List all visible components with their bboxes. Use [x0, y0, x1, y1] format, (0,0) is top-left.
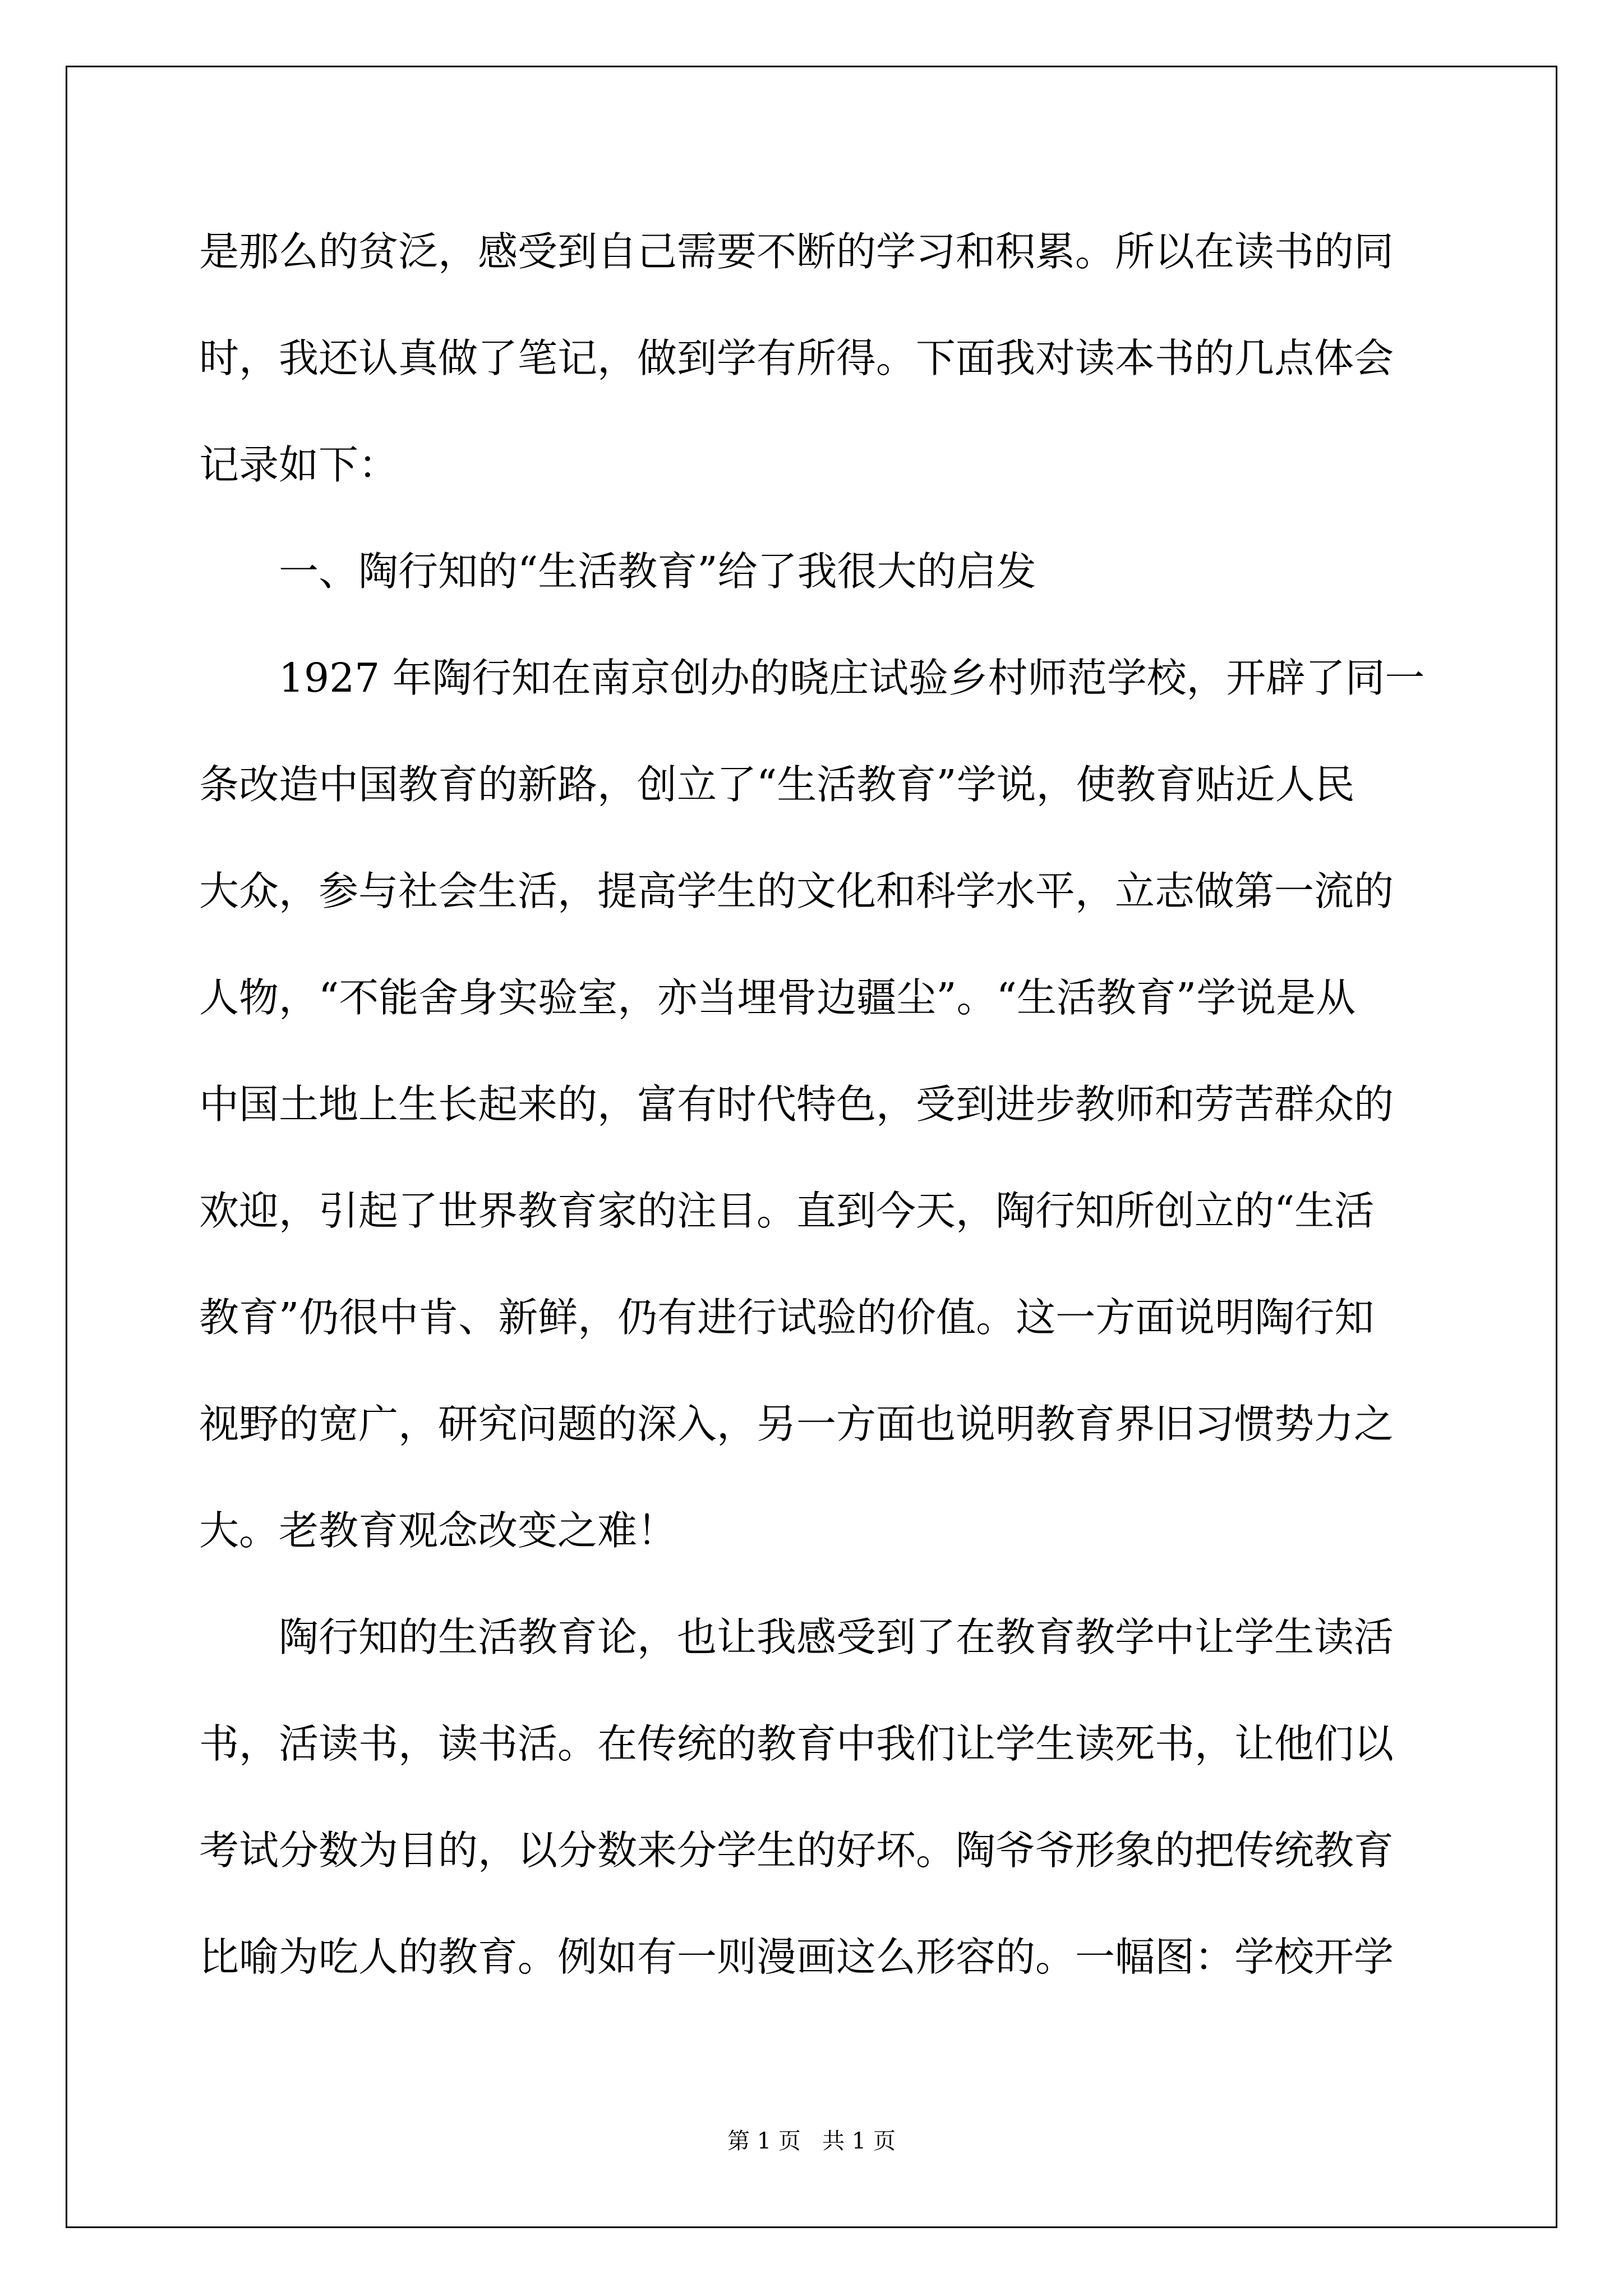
section-heading: 一、陶行知的“生活教育”给了我很大的启发 — [279, 548, 1036, 595]
text-line-17: 比喻为吃人的教育。例如有一则漫画这么形容的。一幅图：学校开学 — [199, 1934, 1394, 1980]
text-line-12: 视野的宽广，研究问题的深入，另一方面也说明教育界旧习惯势力之 — [199, 1401, 1394, 1447]
text-line-15: 书，活读书，读书活。在传统的教育中我们让学生读死书，让他们以 — [199, 1720, 1394, 1767]
text-line-2: 时，我还认真做了笔记，做到学有所得。下面我对读本书的几点体会 — [199, 335, 1394, 381]
text-line-14: 陶行知的生活教育论，也让我感受到了在教育教学中让学生读活 — [279, 1614, 1394, 1660]
page-number-footer: 第 1 页 共 1 页 — [727, 2128, 896, 2154]
text-line-16: 考试分数为目的，以分数来分学生的好坏。陶爷爷形象的把传统教育 — [199, 1827, 1394, 1874]
text-line-5: 1927 年陶行知在南京创办的晓庄试验乡村师范学校，开辟了同一 — [279, 655, 1425, 701]
text-line-11: 教育”仍很中肯、新鲜，仍有进行试验的价值。这一方面说明陶行知 — [199, 1294, 1375, 1341]
text-line-6: 条改造中国教育的新路，创立了“生活教育”学说，使教育贴近人民 — [199, 761, 1355, 808]
text-line-7: 大众，参与社会生活，提高学生的文化和科学水平，立志做第一流的 — [199, 868, 1394, 914]
text-line-10: 欢迎，引起了世界教育家的注目。直到今天，陶行知所创立的“生活 — [199, 1188, 1375, 1234]
text-line-1: 是那么的贫泛，感受到自己需要不断的学习和积累。所以在读书的同 — [199, 228, 1394, 275]
page-border — [66, 66, 1557, 2228]
text-line-9: 中国土地上生长起来的，富有时代特色，受到进步教师和劳苦群众的 — [199, 1081, 1394, 1128]
text-line-3: 记录如下： — [199, 441, 399, 488]
text-line-13: 大。老教育观念改变之难！ — [199, 1507, 677, 1554]
text-line-8: 人物，“不能舍身实验室，亦当埋骨边疆尘”。“生活教育”学说是从 — [199, 974, 1356, 1021]
